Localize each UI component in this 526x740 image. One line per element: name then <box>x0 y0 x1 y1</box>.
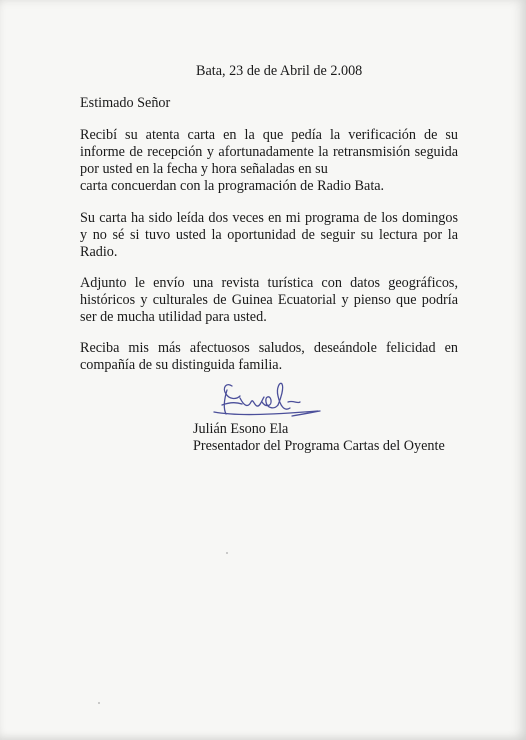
paper-speck <box>98 702 100 704</box>
handwritten-signature <box>196 378 346 424</box>
paragraph-line: compañía de su distinguida familia. <box>80 357 283 373</box>
paragraph-closing <box>80 340 458 374</box>
paragraph-line: históricos y culturales de Guinea Ecuatorial y pienso que podría <box>80 292 458 308</box>
paragraph-line: por usted en la fecha y hora señaladas en su <box>80 161 328 177</box>
paragraph-line: informe de recepción y afortunadamente la retransmisión seguida <box>80 144 458 160</box>
paragraph-line: Su carta ha sido leída dos veces en mi programa de los domingos <box>80 210 458 226</box>
paragraph-line: Adjunto le envío una revista turística con datos geográficos, <box>80 275 458 291</box>
paragraph-line: carta concuerdan con la programación de Radio Bata. <box>80 178 385 194</box>
paragraph-verification <box>80 127 458 195</box>
signer-name: Julián Esono Ela <box>193 421 289 437</box>
paragraph-line: Recibí su atenta carta en la que pedía la verificación de su <box>80 127 458 143</box>
paper-speck <box>226 552 228 554</box>
signer-role: Presentador del Programa Cartas del Oyente <box>193 438 445 454</box>
paragraph-line: Reciba mis más afectuosos saludos, deseándole felicidad en <box>80 340 458 356</box>
paragraph-magazine <box>80 275 458 326</box>
letter-date: Bata, 23 de de Abril de 2.008 <box>196 63 363 79</box>
paragraph-line: Radio. <box>80 244 118 260</box>
paragraph-reading <box>80 210 458 261</box>
paragraph-line: ser de mucha utilidad para usted. <box>80 309 267 325</box>
paragraph-line: y no sé si tuvo usted la oportunidad de seguir su lectura por la <box>80 227 458 243</box>
letter-greeting: Estimado Señor <box>80 95 171 111</box>
